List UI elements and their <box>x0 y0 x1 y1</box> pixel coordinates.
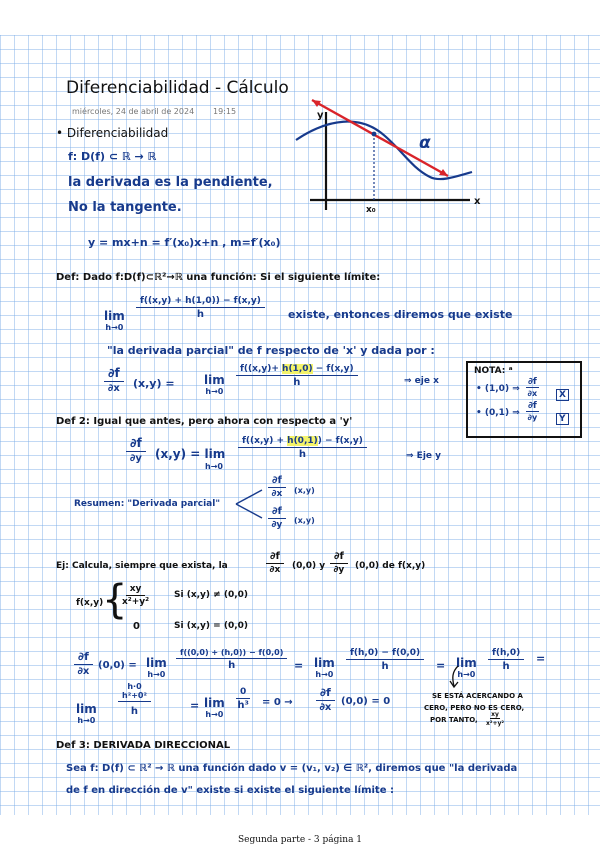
example-partial-x: $\frac{\partial f}{\partial x}$ <box>266 551 284 575</box>
page-date: miércoles, 24 de abril de 2024 <box>72 107 195 116</box>
def1-line-2: "la derivada parcial" de f respecto de 'x' y dada por : <box>107 344 435 357</box>
remark-line-2: CERO, PERO NO ES CERO, <box>424 704 525 712</box>
remark-arrow-icon <box>446 664 466 690</box>
case-2-condition: Si (x,y) = (0,0) <box>174 621 248 631</box>
resumen-partial-x: $\frac{\partial f}{\partial x}$ <box>268 475 286 499</box>
function-curve <box>296 122 472 179</box>
highlight-direction-x: h(1,0) <box>282 364 313 374</box>
resumen-branch <box>232 484 268 524</box>
def3-line-2: de f en dirección de v" existe si existe el siguiente límite : <box>66 785 394 796</box>
calc-lim-2: lim h→0 <box>314 656 335 679</box>
def3-heading: Def 3: DERIVADA DIRECCIONAL <box>56 740 231 751</box>
graph-x0-label: x₀ <box>366 205 376 215</box>
piecewise-f: f(x,y) <box>76 598 104 608</box>
piecewise-brace: { <box>102 577 128 623</box>
resumen-partial-y: $\frac{\partial f}{\partial y}$ <box>268 506 286 530</box>
partial-x-fraction: $\frac{f((x,y)+ h(1,0) - f(x,y)}{h}$ <box>236 364 358 388</box>
case-1-fraction: $\frac{xy}{\text{x²+y²}}$ <box>122 584 150 607</box>
eje-y-label: ⇒ Eje y <box>406 451 442 461</box>
note-box-x: X <box>556 382 569 401</box>
remark-line-3: POR TANTO, <box>430 716 478 724</box>
partial-y-fraction: $\frac{f((x,y) + h(0,1)) - f(x,y)}{h}$ <box>238 436 367 460</box>
highlight-direction-y: h(0,1) <box>287 436 318 446</box>
remark-fraction: $\frac{xy}{\text{x²+y²}}$ <box>486 711 505 727</box>
tangent-point <box>372 132 377 137</box>
def2-heading: Def 2: Igual que antes, pero ahora con respecto a 'y' <box>56 416 353 427</box>
graph-y-label: y <box>317 110 324 121</box>
note-title: NOTA: ᵃ <box>474 366 513 376</box>
function-domain: f: D(f) ⊂ ℝ → ℝ <box>68 150 157 163</box>
remark-line-1: SE ESTÁ ACERCANDO A <box>432 692 523 700</box>
def1-lim: lim h→0 <box>104 309 125 332</box>
note-partial-y: $\frac{\partial f}{\partial y}$ <box>527 401 538 422</box>
note-box-y: Y <box>556 406 569 425</box>
calc-fraction-1: f((0,0) + (h,0)) − f(0,0) h <box>176 648 287 671</box>
intro-line-2: No la tangente. <box>68 200 182 215</box>
page-footer: Segunda parte - 3 página 1 <box>237 835 363 845</box>
note-row-2: • (0,1) ⇒ <box>476 408 520 418</box>
calc-eq-3: = <box>536 652 546 665</box>
calc-fraction-2: $\frac{f(h,0) - f(0,0)}{h}$ <box>346 648 424 672</box>
def1-fraction: $\frac{f((x,y) + h(1,0)) - f(x,y)}{h}$ <box>136 296 265 320</box>
def3-line-1: Sea f: D(f) ⊂ ℝ² → ℝ una función dado v = (v₁, v₂) ∈ ℝ², diremos que "la derivada <box>66 763 518 774</box>
eje-x-label: ⇒ eje x <box>404 376 439 386</box>
partial-x-args: (x,y) = <box>133 377 175 390</box>
calc-args: (0,0) = <box>98 660 137 671</box>
calc-fraction-3: $\frac{f(h,0)}{h}$ <box>488 648 524 672</box>
calc-partial-x: $\frac{\partial f}{\partial x}$ <box>74 650 93 677</box>
partial-y-args: (x,y) = lim <box>155 447 226 461</box>
def1-lim-2: lim h→0 <box>204 373 225 396</box>
page-time: 19:15 <box>213 107 237 116</box>
calc-fraction-5: $\frac{0}{\text{h³}}$ <box>237 687 249 711</box>
resumen-label: Resumen: "Derivada parcial" <box>74 499 221 509</box>
def1-heading: Def: Dado f:D(f)⊂ℝ²→ℝ una función: Si el siguiente límite: <box>56 272 381 283</box>
case-1-condition: Si (x,y) ≠ (0,0) <box>174 590 248 600</box>
intro-line-1: la derivada es la pendiente, <box>68 175 273 190</box>
partial-x-symbol: ∂f ∂x <box>104 366 124 394</box>
example-heading: Ej: Calcula, siempre que exista, la <box>56 561 228 571</box>
calc-eq-4: = <box>190 699 200 712</box>
example-args-x: (0,0) y <box>292 561 326 571</box>
graph-x-label: x <box>474 196 481 207</box>
calc-lim-3: lim h→0 <box>456 656 477 679</box>
def2-lim-sub: h→0 <box>205 462 223 471</box>
angle-alpha-label: α <box>419 133 431 153</box>
case-2-value: 0 <box>133 621 140 632</box>
calc-result: (0,0) = 0 <box>341 696 391 707</box>
calc-eq-2: = <box>436 659 446 672</box>
example-args-y: (0,0) de f(x,y) <box>355 561 426 571</box>
calc-nested-fraction: h·0 h²+0² h <box>118 682 151 717</box>
def1-tail: existe, entonces diremos que existe <box>288 308 513 321</box>
calc-lim-5: lim h→0 <box>204 696 225 719</box>
tangent-equation: y = mx+n = f′(x₀)x+n , m=f′(x₀) <box>88 236 281 249</box>
resumen-args-y: (x,y) <box>294 516 315 525</box>
partial-y-symbol: ∂f ∂y <box>126 436 146 464</box>
calc-eq-1: = <box>294 659 304 672</box>
calc-result-partial: $\frac{\partial f}{\partial x}$ <box>316 686 335 713</box>
resumen-args-x: (x,y) <box>294 486 315 495</box>
calc-eq-zero: = 0 → <box>262 697 293 708</box>
calc-lim-4: lim h→0 <box>76 702 97 725</box>
example-partial-y: $\frac{\partial f}{\partial y}$ <box>330 551 348 575</box>
section-heading: • Diferenciabilidad <box>56 126 169 140</box>
calc-lim-1: lim h→0 <box>146 656 167 679</box>
page-title: Diferenciabilidad - Cálculo <box>66 78 289 98</box>
note-row-1: • (1,0) ⇒ <box>476 384 520 394</box>
note-box <box>466 361 582 438</box>
note-partial-x: $\frac{\partial f}{\partial x}$ <box>527 377 538 398</box>
